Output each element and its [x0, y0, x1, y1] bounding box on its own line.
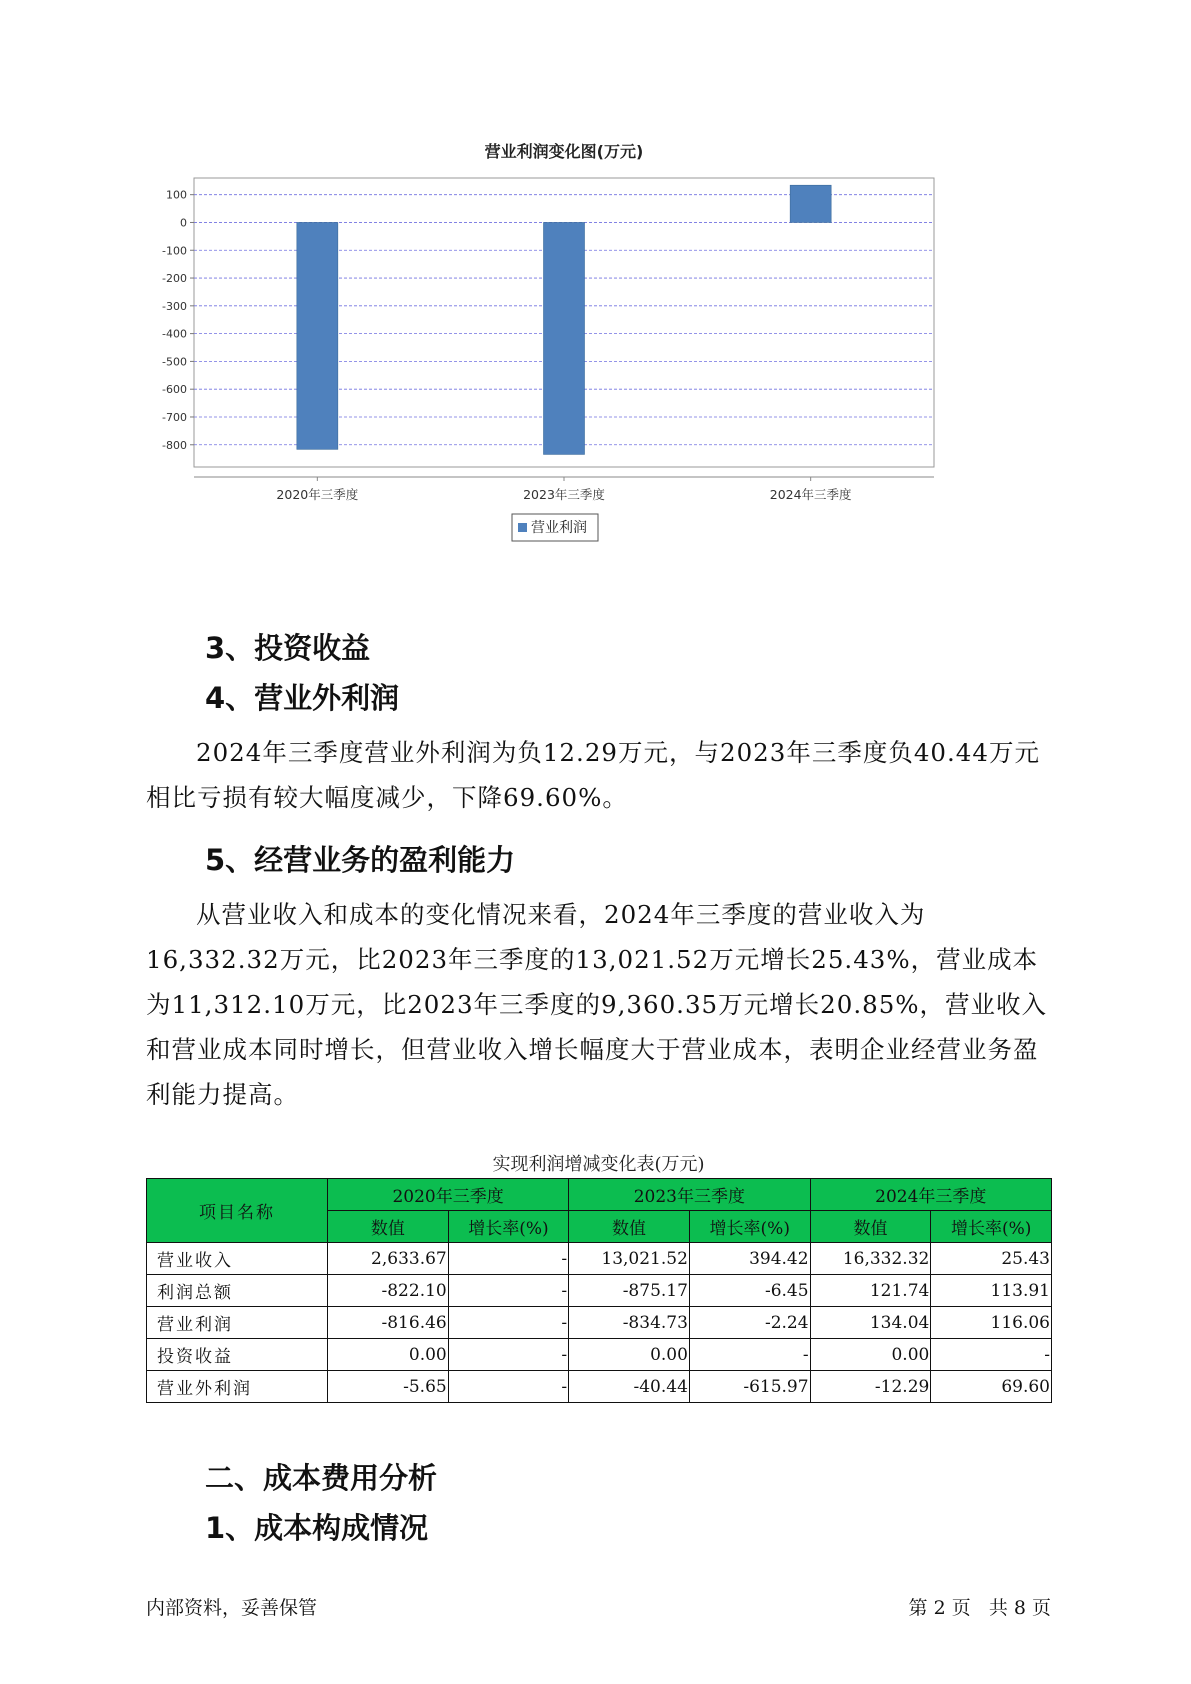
row-name: 营业利润 — [147, 1307, 328, 1339]
row-name: 营业外利润 — [147, 1371, 328, 1403]
table-body — [147, 1243, 1052, 1403]
header-value: 数值 — [569, 1211, 690, 1243]
table-row — [147, 1275, 1052, 1307]
header-growth-rate: 增长率(%) — [689, 1211, 810, 1243]
table-row — [147, 1307, 1052, 1339]
cell-value: 16,332.32 — [810, 1243, 931, 1275]
y-tick-label: -300 — [162, 299, 187, 313]
heading-investment-income: 3、投资收益 — [205, 631, 371, 665]
cell-value: -875.17 — [569, 1275, 690, 1307]
bar — [790, 185, 831, 222]
header-period: 2020年三季度 — [328, 1179, 569, 1211]
y-tick-label: -600 — [162, 383, 187, 397]
cell-growth-rate: - — [448, 1243, 568, 1275]
cell-growth-rate: -6.45 — [689, 1275, 810, 1307]
header-growth-rate: 增长率(%) — [448, 1211, 568, 1243]
cell-growth-rate: -615.97 — [689, 1371, 810, 1403]
table-row — [147, 1243, 1052, 1275]
y-tick-label: 100 — [166, 188, 187, 202]
y-tick-label: -500 — [162, 355, 187, 369]
table-row — [147, 1371, 1052, 1403]
cell-value: 2,633.67 — [328, 1243, 449, 1275]
cell-growth-rate: 394.42 — [689, 1243, 810, 1275]
table-title: 实现利润增减变化表(万元) — [492, 1154, 705, 1175]
footer-confidential: 内部资料，妥善保管 — [146, 1597, 318, 1619]
x-tick-label: 2020年三季度 — [276, 487, 359, 502]
header-value: 数值 — [810, 1211, 931, 1243]
profit-chart — [150, 140, 1030, 600]
row-name: 投资收益 — [147, 1339, 328, 1371]
table-header-row — [147, 1179, 1052, 1211]
bar — [544, 222, 585, 454]
cell-value: 134.04 — [810, 1307, 931, 1339]
header-value: 数值 — [328, 1211, 449, 1243]
legend-label: 营业利润 — [531, 520, 587, 536]
chart-title: 营业利润变化图(万元) — [484, 142, 644, 161]
cell-growth-rate: -2.24 — [689, 1307, 810, 1339]
cell-growth-rate: 25.43 — [931, 1243, 1052, 1275]
cell-value: -5.65 — [328, 1371, 449, 1403]
cell-growth-rate: 113.91 — [931, 1275, 1052, 1307]
cell-growth-rate: - — [448, 1307, 568, 1339]
cell-value: 121.74 — [810, 1275, 931, 1307]
row-name: 利润总额 — [147, 1275, 328, 1307]
profit-change-table — [146, 1178, 1052, 1403]
paragraph-non-operating-profit — [146, 730, 1051, 820]
cell-growth-rate: - — [931, 1339, 1052, 1371]
cell-growth-rate: - — [689, 1339, 810, 1371]
y-tick-label: -100 — [162, 244, 187, 258]
chart-canvas — [150, 140, 1030, 600]
x-tick-label: 2023年三季度 — [523, 487, 605, 502]
paragraph-text: 从营业收入和成本的变化情况来看，2024年三季度的营业收入为16,332.32万元，比2023年三季度的13,021.52万元增长25.43%，营业成本为11,312.10万元，比2023年三季度的9,360.35万元增长20.85%，营业收入和营业成本同时增长，但营业收入增长幅度大于营业成本，表明企业经营业务盈利能力提高。 — [146, 900, 1048, 1109]
y-tick-label: -400 — [162, 327, 187, 341]
header-period: 2024年三季度 — [810, 1179, 1051, 1211]
table-row — [147, 1339, 1052, 1371]
cell-value: -822.10 — [328, 1275, 449, 1307]
header-item-name: 项目名称 — [147, 1179, 328, 1243]
header-period: 2023年三季度 — [569, 1179, 810, 1211]
cell-value: -834.73 — [569, 1307, 690, 1339]
bar — [297, 222, 338, 449]
cell-growth-rate: - — [448, 1275, 568, 1307]
legend-swatch — [518, 523, 527, 532]
y-tick-label: -800 — [162, 438, 187, 452]
heading-non-operating-profit: 4、营业外利润 — [205, 681, 400, 715]
y-tick-label: -700 — [162, 410, 187, 424]
heading-cost-analysis: 二、成本费用分析 — [205, 1461, 438, 1495]
paragraph-profitability — [146, 892, 1051, 1117]
x-tick-label: 2024年三季度 — [769, 487, 852, 502]
header-growth-rate: 增长率(%) — [931, 1211, 1052, 1243]
cell-value: -816.46 — [328, 1307, 449, 1339]
cell-growth-rate: 116.06 — [931, 1307, 1052, 1339]
row-name: 营业收入 — [147, 1243, 328, 1275]
cell-growth-rate: - — [448, 1371, 568, 1403]
heading-cost-structure: 1、成本构成情况 — [205, 1511, 429, 1545]
footer-page-number: 第 2 页 共 8 页 — [908, 1597, 1051, 1619]
cell-value: 13,021.52 — [569, 1243, 690, 1275]
cell-value: -40.44 — [569, 1371, 690, 1403]
cell-value: 0.00 — [328, 1339, 449, 1371]
cell-value: -12.29 — [810, 1371, 931, 1403]
y-tick-label: -200 — [162, 272, 187, 286]
paragraph-text: 2024年三季度营业外利润为负12.29万元，与2023年三季度负40.44万元相比亏损有较大幅度减少，下降69.60%。 — [146, 738, 1040, 812]
cell-value: 0.00 — [810, 1339, 931, 1371]
y-tick-label: 0 — [180, 216, 187, 230]
cell-growth-rate: 69.60 — [931, 1371, 1052, 1403]
heading-profitability: 5、经营业务的盈利能力 — [205, 843, 516, 877]
cell-growth-rate: - — [448, 1339, 568, 1371]
cell-value: 0.00 — [569, 1339, 690, 1371]
